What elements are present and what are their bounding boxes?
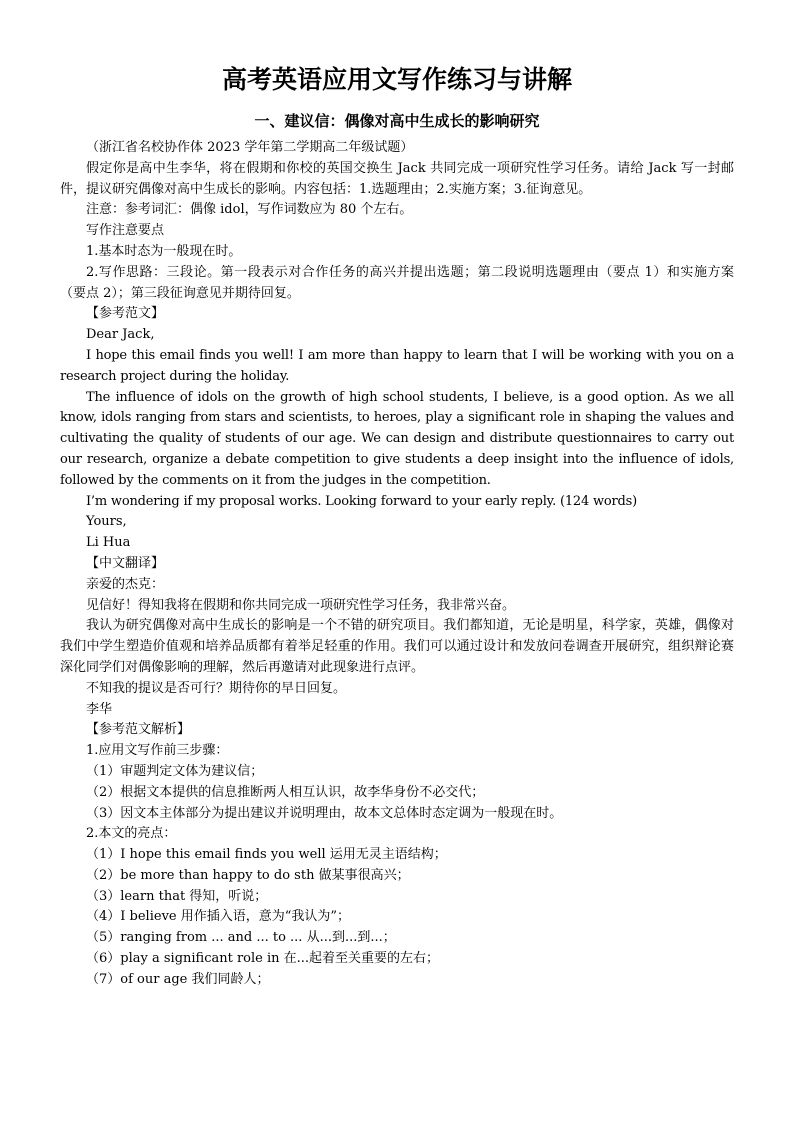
analysis-step: （3）因文本主体部分为提出建议并说明理由，故本文总体时态定调为一般现在时。 [86, 805, 563, 821]
task-note: 注意：参考词汇：偶像 idol，写作词数应为 80 个左右。 [86, 202, 413, 218]
analysis-steps-heading: 1.应用文写作前三步骤： [86, 743, 229, 759]
analysis-heading: 【参考范文解析】 [86, 722, 191, 738]
sample-heading: 【参考范文】 [86, 306, 165, 322]
document-title: 高考英语应用文写作练习与讲解 [221, 65, 572, 94]
task-prompt: 假定你是高中生李华，将在假期和你校的英国交换生 Jack 共同完成一项研究性学习任务。请给 Jack 写一封邮件，提议研究偶像对高中生成长的影响。内容包括：1.选题理由；2.实施方案；3.征询意见。 [60, 160, 734, 197]
translation-signature: 李华 [86, 701, 113, 717]
writing-tips-heading: 写作注意要点 [86, 223, 165, 239]
sample-paragraph-1: I hope this email finds you well! I am more than happy to learn that I will be working with you on a research project during the holiday. [60, 347, 734, 384]
translation-paragraph-2: 我认为研究偶像对高中生成长的影响是一个不错的研究项目。我们都知道，无论是明星，科学家，英雄，偶像对我们中学生塑造价值观和培养品质都有着举足轻重的作用。我们可以通过设计和发放问卷调查开展研究，组织辩论赛深化同学们对偶像影响的理解，然后再邀请对此现象进行点评。 [60, 618, 734, 675]
analysis-highlight: （3）learn that 得知，听说； [86, 888, 268, 904]
sample-paragraph-2: The influence of idols on the growth of high school students, I believe, is a good option. As we all know, idols ranging from stars and scientists, to heroes, play a significant role in shaping the values and cultivating the quality of students of our age. We can design and distribute questionnaires to carry out our research, organize a debate competition to give students a deep insight into the influence of idols, followed by the comments on it from the judges in the competition. [60, 389, 734, 488]
writing-tip-2: 2.写作思路：三段论。第一段表示对合作任务的高兴并提出选题；第二段说明选题理由（要点 1）和实施方案（要点 2）；第三段征询意见并期待回复。 [60, 264, 734, 301]
document-page [60, 58, 734, 991]
translation-heading: 【中文翻译】 [86, 555, 165, 571]
sample-salutation: Dear Jack, [86, 327, 155, 343]
sample-paragraph-3: I’m wondering if my proposal works. Looking forward to your early reply. (124 words) [86, 493, 638, 509]
analysis-highlight: （6）play a significant role in 在...起着至关重要的左右； [86, 951, 440, 967]
analysis-highlight: （2）be more than happy to do sth 做某事很高兴； [86, 867, 410, 883]
source-line: （浙江省名校协作体 2023 学年第二学期高二年级试题） [86, 140, 414, 155]
document-body [60, 138, 734, 991]
translation-paragraph-3: 不知我的提议是否可行？期待你的早日回复。 [86, 680, 347, 696]
writing-tip-1: 1.基本时态为一般现在时。 [86, 243, 242, 259]
analysis-highlight: （7）of our age 我们同龄人； [86, 971, 270, 987]
translation-salutation: 亲爱的杰克： [86, 576, 165, 592]
translation-paragraph-1: 见信好！得知我将在假期和你共同完成一项研究性学习任务，我非常兴奋。 [86, 597, 516, 613]
section-title: 一、建议信：偶像对高中生成长的影响研究 [254, 112, 540, 130]
analysis-highlight: （5）ranging from ... and ... to ... 从...到...到...； [86, 930, 396, 946]
analysis-step: （1）审题判定文体为建议信； [86, 763, 264, 779]
analysis-highlight: （4）I believe 用作插入语，意为“我认为”； [86, 909, 351, 925]
sample-signature: Li Hua [86, 535, 131, 551]
analysis-step: （2）根据文本提供的信息推断两人相互认识，故李华身份不必交代； [86, 784, 485, 800]
sample-closing: Yours, [86, 514, 127, 530]
analysis-highlight: （1）I hope this email finds you well 运用无灵主语结构； [86, 847, 447, 863]
analysis-highlights-heading: 2.本文的亮点： [86, 826, 177, 842]
